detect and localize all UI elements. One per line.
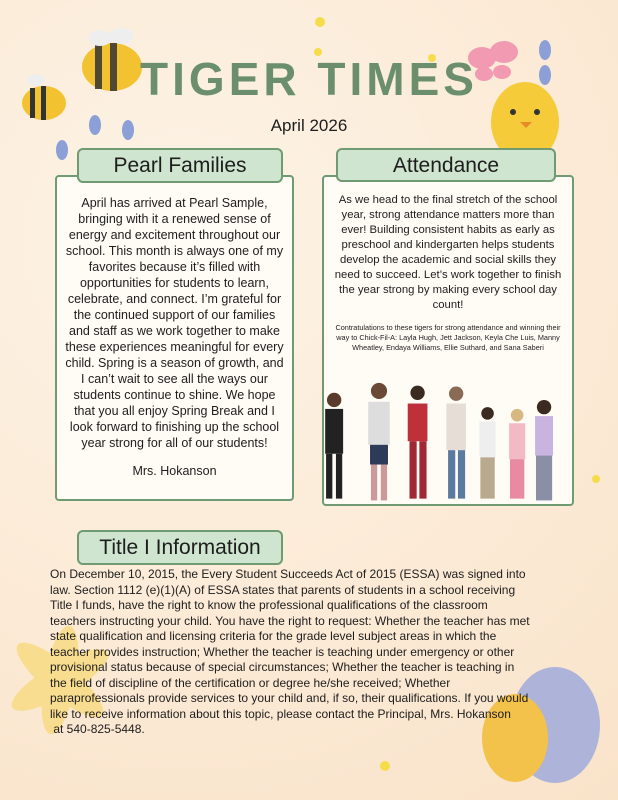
attendance-congrats: Contratulations to these tigers for strong attendance and winning their way to Chick-Fil-A: Layla Hugh, Jett Jackson, Keyla Che Luis, Manny Wheatley, Endaya Williams, Ellie Suthard, and Sana Saberi	[335, 323, 561, 352]
title1-heading: Title I Information	[77, 530, 283, 565]
attendance-heading: Attendance	[336, 148, 556, 182]
title1-phone: at 540-825-5448.	[50, 722, 145, 736]
students-illustration	[300, 382, 580, 504]
title1-section	[50, 567, 532, 738]
students-photo	[300, 382, 580, 504]
student	[368, 383, 390, 501]
student	[446, 386, 466, 498]
student	[535, 400, 553, 500]
signature: Mrs. Hokanson	[132, 464, 217, 478]
student	[325, 393, 343, 499]
student	[479, 407, 495, 499]
pearl-families-heading: Pearl Families	[77, 148, 283, 183]
attendance-body: As we head to the final stretch of the school year, strong attendance matters more than ever! Building consistent habits as early as preschool and kindergarten helps students develop the academic and social skills they need to succeed. Let’s work together to finish the year strong by making every school day count!	[334, 194, 562, 311]
newsletter-date: April 2026	[270, 116, 348, 135]
pearl-families-body: April has arrived at Pearl Sample, bringing with it a renewed sense of energy and excitement throughout our school. This month is always one of my favorites because it’s filled with opportunities for students to learn, celebrate, and connect. I’m grateful for the continued support of our families and staff as we work together to make these experiences meaningful for every child. Spring is a season of growth, and I can’t wait to see all the ways our students continue to shine. We hope that you all enjoy Spring Break and I look forward to finishing up the school year strong for all of our students!	[65, 196, 284, 450]
student	[408, 386, 428, 499]
title1-body: On December 10, 2015, the Every Student Succeeds Act of 2015 (ESSA) was signed into law. Section 1112 (e)(1)(A) of ESSA states that parents of students in a school receiving Title I funds, have the right to know the professional qualifications of the classroom teachers instructing your child. You have the right to request: Whether the teacher has met state qualification and licensing criteria for the grade level subject areas in which the teacher provides instruction; Whether the teacher is teaching under emergency or other provisional status because of special circumstances; Whether the teacher is teaching in the field of discipline of the certification or degree he/she received; Whether paraprofessionals provide services to your child and, if so, their qualifications. If you would like to receive information about this topic, please contact the Principal, Mrs. Hokanson	[50, 567, 530, 721]
student	[509, 409, 525, 499]
newsletter-title: TIGER TIMES	[140, 53, 478, 105]
pearl-families-box	[55, 175, 294, 501]
